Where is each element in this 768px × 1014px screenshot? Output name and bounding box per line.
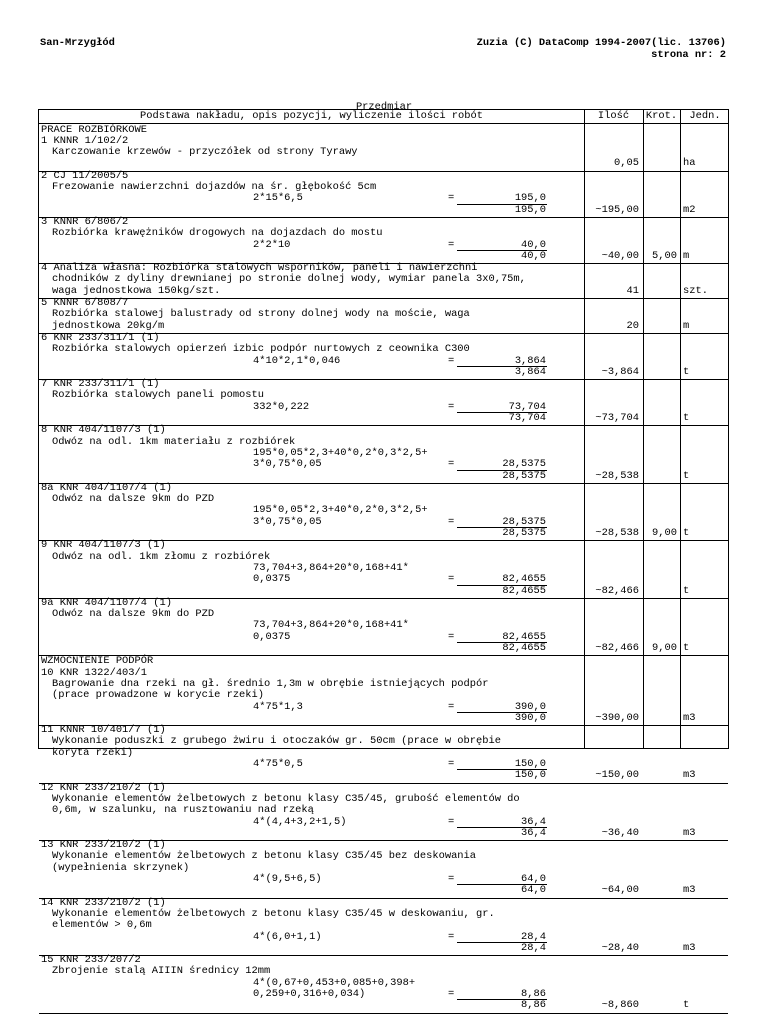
item-code: 6 KNR 233/311/1 (1) (41, 331, 160, 344)
item-unit: m3 (683, 941, 696, 954)
item-quantity: ~28,538 (595, 469, 639, 482)
item-formula: 195*0,05*2,3+40*0,2*0,3*2,5+ (253, 446, 428, 459)
item-quantity: ~195,00 (595, 203, 639, 216)
section-heading: WZMOCNIENIE PODPÓR (41, 655, 154, 668)
item-formula: 2*15*6,5 (253, 192, 303, 205)
item-unit: szt. (683, 284, 708, 297)
item-formula: 4*(0,67+0,453+0,085+0,398+ (253, 976, 416, 989)
item-code: 2 CJ 11/2005/5 (41, 169, 129, 182)
equals-sign: = (448, 630, 455, 643)
item-subtotal: 3,864 (514, 354, 546, 367)
item-total: 28,5375 (502, 527, 546, 539)
item-description: Bagrowanie dna rzeki na gł. średnio 1,3m w obrębie istniejących podpór (52, 677, 489, 690)
item-formula: 0,0375 (253, 573, 291, 586)
header-page-number: strona nr: 2 (651, 49, 726, 61)
item-code: 13 KNR 233/210/2 (1) (41, 839, 166, 852)
item-formula: 0,259+0,316+0,034) (253, 988, 366, 1000)
item-total: 390,0 (514, 711, 546, 724)
item-code: 15 KNR 233/207/2 (41, 954, 141, 967)
item-description: Rozbiórka stalowych paneli pomostu (52, 389, 265, 402)
item-krot: 9,00 (652, 642, 677, 654)
item-subtotal: 195,0 (514, 192, 546, 205)
row-divider (39, 955, 728, 956)
row-divider (39, 298, 728, 299)
item-formula: 0,0375 (253, 630, 291, 643)
item-description: Odwóz na dalsze 9km do PZD (52, 493, 215, 506)
item-subtotal: 64,0 (521, 873, 546, 885)
item-unit: ha (683, 157, 696, 170)
page-title: Przedmiar (355, 101, 413, 113)
item-quantity: ~36,40 (601, 826, 639, 839)
item-code: 3 KNNR 6/806/2 (41, 215, 129, 228)
item-unit: m3 (683, 884, 696, 897)
item-formula: 73,704+3,864+20*0,168+41* (253, 561, 409, 574)
item-description: Karczowanie krzewów - przyczółek od strony Tyrawy (52, 146, 358, 159)
item-quantity: 20 (626, 319, 639, 332)
equals-sign: = (448, 458, 455, 471)
item-description: Frezowanie nawierzchni dojazdów na śr. głębokość 5cm (52, 181, 377, 193)
item-quantity: ~150,00 (595, 769, 639, 782)
item-quantity: ~73,704 (595, 412, 639, 424)
item-subtotal: 28,5375 (502, 458, 546, 471)
item-quantity: ~28,40 (601, 941, 639, 954)
item-description: waga jednostkowa 150kg/szt. (52, 284, 221, 297)
item-formula: 4*75*1,3 (253, 700, 303, 713)
item-unit: m (683, 249, 690, 262)
header-right (477, 37, 726, 61)
item-quantity: ~8,860 (601, 999, 639, 1012)
item-total: 150,0 (514, 769, 546, 782)
item-code: 14 KNR 233/210/2 (1) (41, 896, 166, 909)
item-unit: t (683, 584, 690, 597)
item-total: 36,4 (521, 826, 546, 839)
item-quantity: ~82,466 (595, 642, 639, 654)
equals-sign: = (448, 192, 455, 205)
item-unit: m2 (683, 203, 696, 216)
item-formula: 4*(6,0+1,1) (253, 930, 322, 943)
item-quantity: 41 (626, 284, 639, 297)
item-total: 40,0 (521, 249, 546, 262)
item-subtotal: 40,0 (521, 238, 546, 251)
item-unit: t (683, 999, 690, 1012)
column-divider (680, 110, 681, 748)
item-code: 9 KNR 404/1107/3 (1) (41, 539, 166, 552)
item-description: Rozbiórka krawężników drogowych na dojazdach do mostu (52, 227, 383, 240)
column-header-unit: Jedn. (689, 110, 721, 122)
item-unit: t (683, 469, 690, 482)
item-code: 12 KNR 233/210/2 (1) (41, 781, 166, 794)
item-quantity: ~28,538 (595, 527, 639, 539)
section-heading: PRACE ROZBIÓRKOWE (41, 123, 148, 136)
row-divider (39, 1013, 728, 1014)
equals-sign: = (448, 815, 455, 828)
item-description: Wykonanie elementów żelbetowych z betonu klasy C35/45 bez deskowania (52, 850, 477, 863)
item-krot: 5,00 (652, 249, 677, 262)
equals-sign: = (448, 873, 455, 885)
item-formula: 195*0,05*2,3+40*0,2*0,3*2,5+ (253, 504, 428, 517)
item-quantity: 0,05 (614, 157, 639, 170)
item-formula: 4*(9,5+6,5) (253, 873, 322, 885)
item-unit: t (683, 412, 690, 424)
item-formula: 2*2*10 (253, 238, 291, 251)
item-unit: t (683, 642, 690, 654)
item-code: 4 Analiza własna: Rozbiórka stalowych wsporników, paneli i nawierzchni (41, 262, 478, 275)
item-description: Rozbiórka stalowych opierzeń izbic podpór nurtowych z ceownika C300 (52, 343, 470, 356)
item-quantity: ~40,00 (601, 249, 639, 262)
header-program: Zuzia (C) DataComp 1994-2007(lic. 13706) (476, 37, 726, 49)
item-quantity: ~390,00 (595, 711, 639, 724)
item-total: 28,4 (521, 941, 546, 954)
item-description: Wykonanie elementów żelbetowych z betonu klasy C35/45 w deskowaniu, gr. (52, 907, 495, 920)
item-description: Odwóz na odl. 1km materiału z rozbiórek (52, 435, 296, 448)
item-description: (prace prowadzone w korycie rzeki) (52, 689, 265, 702)
item-code: 10 KNR 1322/403/1 (41, 666, 148, 679)
item-subtotal: 82,4655 (502, 573, 546, 586)
column-header-description: Podstawa nakładu, opis pozycji, wyliczenie ilości robót (140, 110, 483, 122)
column-header-krot: Krot. (645, 110, 678, 122)
item-krot: 9,00 (652, 527, 677, 539)
item-total: 82,4655 (502, 584, 546, 597)
item-formula: 332*0,222 (253, 400, 310, 413)
item-code: 11 KNNR 10/401/7 (1) (41, 724, 166, 737)
equals-sign: = (448, 354, 455, 367)
item-total: 195,0 (514, 203, 546, 216)
item-formula: 3*0,75*0,05 (253, 458, 322, 471)
item-description: Rozbiórka stalowej balustrady od strony dolnej wody na moście, waga (52, 308, 470, 321)
item-unit: m3 (683, 711, 696, 724)
item-description: (wypełnienia skrzynek) (52, 861, 190, 874)
item-description: Zbrojenie stalą AIIIN średnicy 12mm (52, 965, 271, 978)
item-unit: m3 (683, 769, 696, 782)
item-subtotal: 150,0 (514, 758, 546, 770)
item-subtotal: 390,0 (514, 700, 546, 713)
item-code: 7 KNR 233/311/1 (1) (41, 378, 160, 391)
item-description: Wykonanie elementów żelbetowych z betonu klasy C35/45, grubość elementów do (52, 792, 520, 805)
item-code: 9a KNR 404/1107/4 (1) (41, 596, 172, 609)
equals-sign: = (448, 758, 455, 770)
item-unit: m (683, 319, 690, 332)
item-subtotal: 8,86 (521, 988, 546, 1000)
equals-sign: = (448, 988, 455, 1000)
item-total: 73,704 (508, 412, 546, 424)
equals-sign: = (448, 573, 455, 586)
item-code: 1 KNNR 1/102/2 (41, 134, 129, 147)
column-header-quantity: Ilość (597, 110, 630, 122)
item-total: 8,86 (521, 999, 546, 1012)
equals-sign: = (448, 930, 455, 943)
item-description: chodników z dyliny drewnianej po stronie dolnej wody, wymiar panela 3x0,75m, (52, 273, 526, 286)
item-code: 8 KNR 404/1107/3 (1) (41, 424, 166, 437)
item-formula: 4*75*0,5 (253, 758, 303, 770)
bill-of-quantities-table (38, 109, 729, 1012)
item-description: jednostkowa 20kg/m (52, 319, 165, 332)
equals-sign: = (448, 238, 455, 251)
item-subtotal: 36,4 (521, 815, 546, 828)
item-quantity: ~82,466 (595, 584, 639, 597)
item-code: 5 KNNR 6/808/7 (41, 297, 129, 309)
item-subtotal: 28,5375 (502, 515, 546, 528)
item-description: koryta rzeki) (52, 746, 134, 759)
item-description: elementów > 0,6m (52, 919, 152, 932)
item-total: 28,5375 (502, 469, 546, 482)
item-description: Wykonanie poduszki z grubego żwiru i otoczaków gr. 50cm (prace w obrębie (52, 735, 501, 748)
equals-sign: = (448, 515, 455, 528)
item-formula: 3*0,75*0,05 (253, 515, 322, 528)
item-total: 82,4655 (502, 642, 546, 654)
item-quantity: ~3,864 (601, 365, 639, 378)
item-formula: 73,704+3,864+20*0,168+41* (253, 619, 409, 632)
item-unit: t (683, 527, 690, 539)
item-formula: 4*10*2,1*0,046 (253, 354, 341, 367)
item-description: 0,6m, w szalunku, na rusztowaniu nad rzeką (52, 804, 314, 817)
item-unit: m3 (683, 826, 696, 839)
item-total: 64,0 (521, 884, 546, 897)
item-unit: t (683, 365, 690, 378)
row-divider (39, 171, 728, 172)
item-subtotal: 73,704 (508, 400, 546, 413)
equals-sign: = (448, 700, 455, 713)
item-description: Odwóz na odl. 1km złomu z rozbiórek (52, 550, 271, 563)
row-divider (39, 217, 728, 218)
equals-sign: = (448, 400, 455, 413)
item-subtotal: 82,4655 (502, 630, 546, 643)
item-description: Odwóz na dalsze 9km do PZD (52, 608, 215, 621)
item-subtotal: 28,4 (521, 930, 546, 943)
header-left: San-Mrzygłód (40, 37, 115, 49)
item-code: 8a KNR 404/1107/4 (1) (41, 481, 172, 494)
item-total: 3,864 (514, 365, 546, 378)
item-formula: 4*(4,4+3,2+1,5) (253, 815, 347, 828)
item-quantity: ~64,00 (601, 884, 639, 897)
